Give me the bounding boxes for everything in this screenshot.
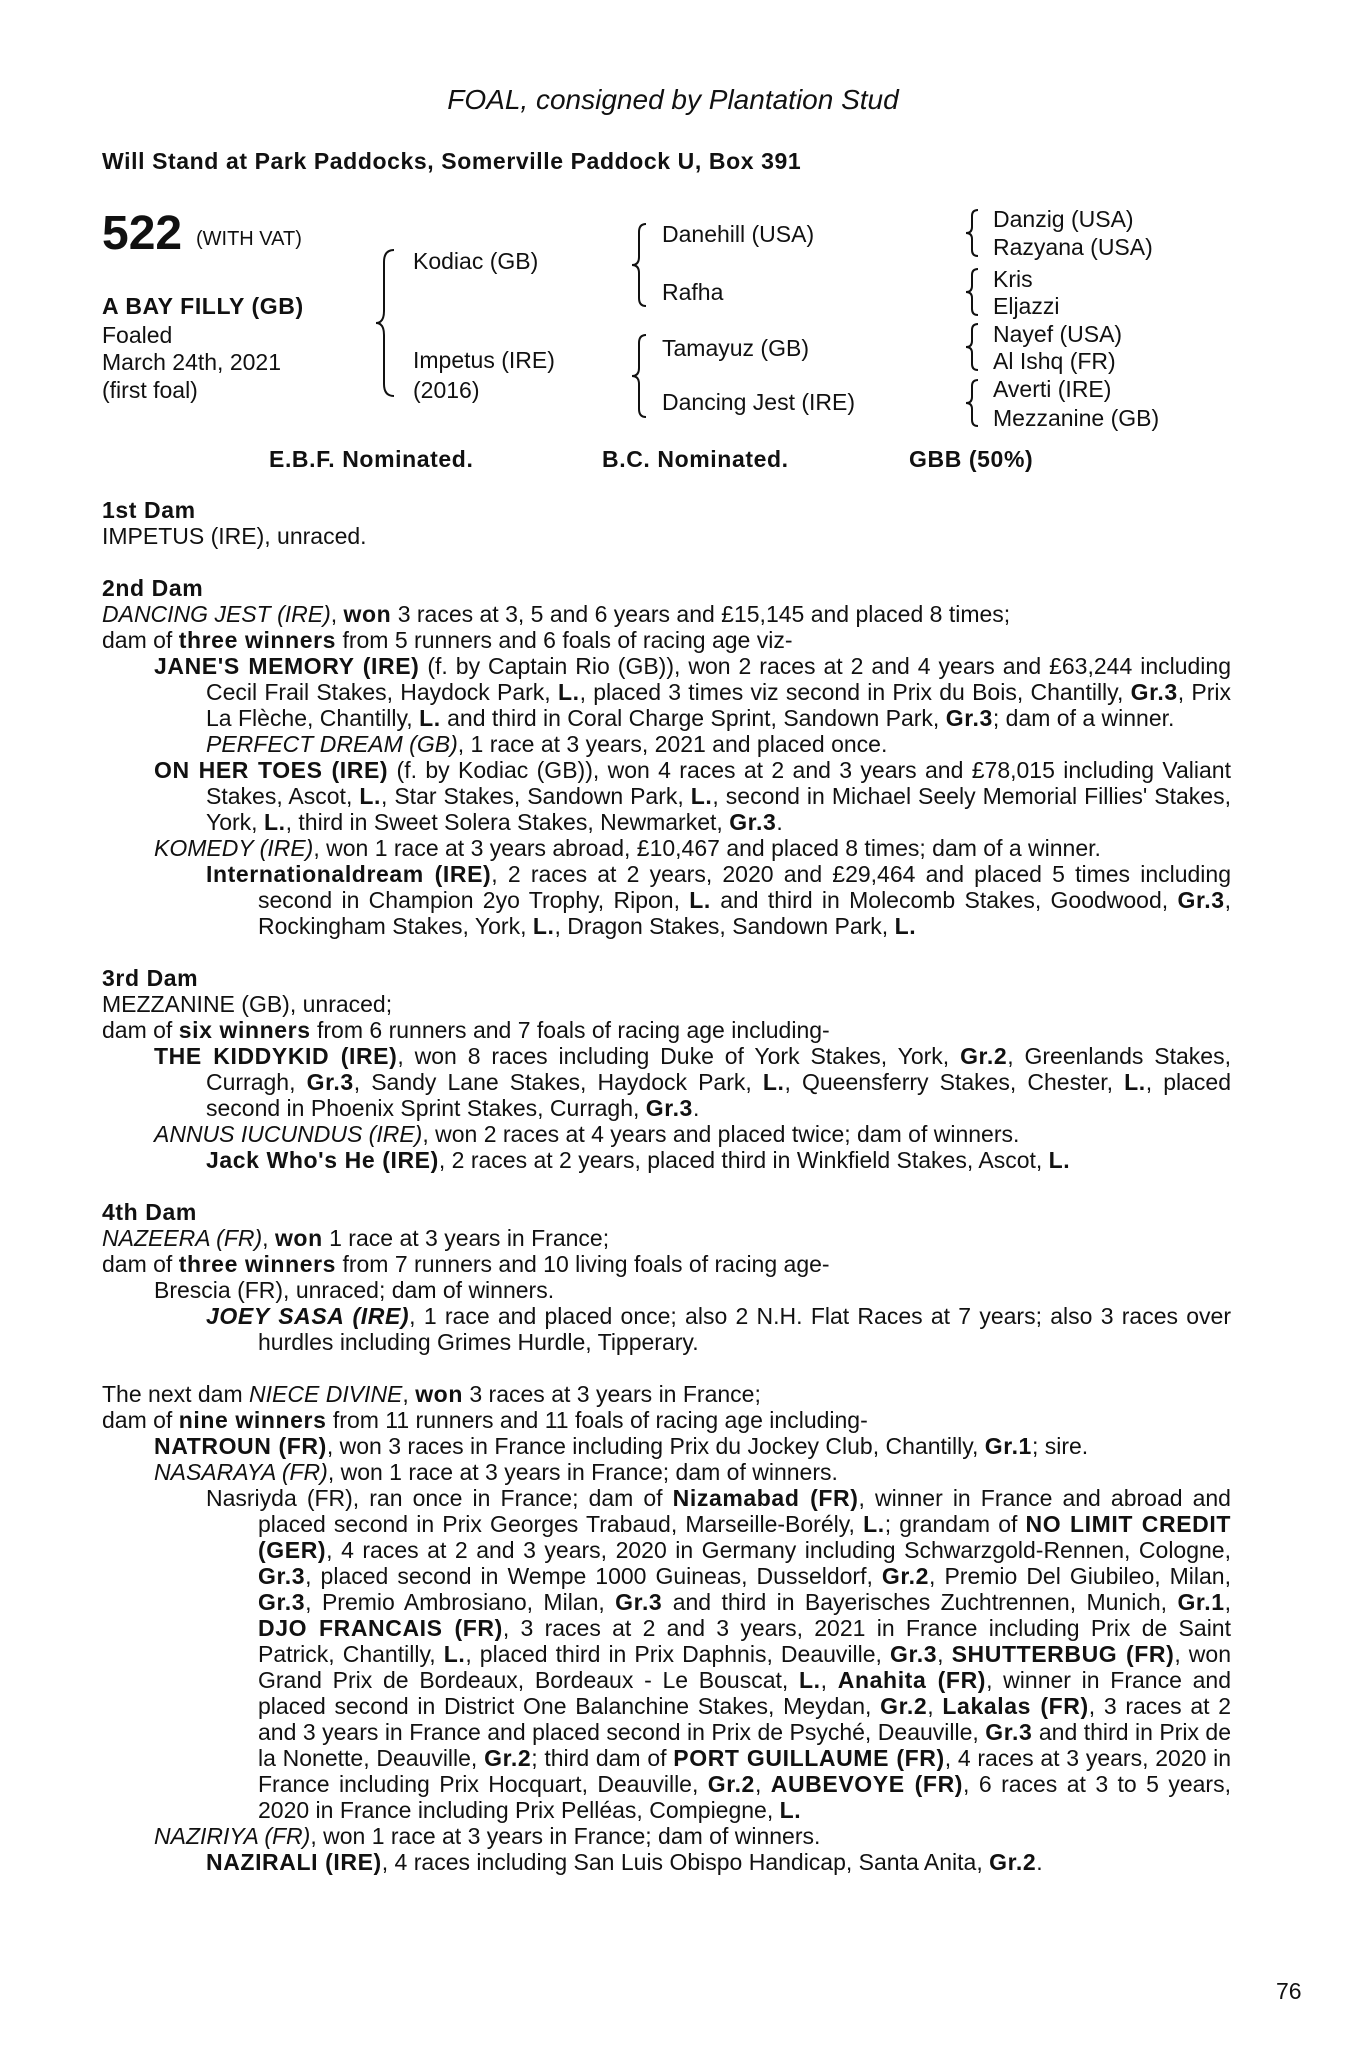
text-run: (f. by Kodiac (GB)), won 4 races at 2 and 3 years and £78,015 including Valiant Stakes, Ascot, [206, 757, 1231, 809]
emphasis-text: Gr.2 [989, 1849, 1037, 1875]
emphasis-text: Internationaldream (IRE) [206, 861, 492, 887]
text-run: , won 1 race at 3 years abroad, £10,467 and placed 8 times; dam of a winner. [313, 835, 1101, 861]
text-run: , 4 races including San Luis Obispo Handicap, Santa Anita, [381, 1849, 990, 1875]
text-run: , [262, 1225, 275, 1251]
emphasis-text: nine winners [178, 1407, 327, 1433]
pedigree-paragraph [102, 1147, 1231, 1173]
emphasis-text: DJO FRANCAIS (FR) [258, 1615, 503, 1641]
emphasis-text: NAZIRALI (IRE) [206, 1849, 382, 1875]
emphasis-text: KOMEDY (IRE) [154, 835, 314, 861]
emphasis-text: won [415, 1381, 463, 1407]
pedigree-paragraph [102, 1823, 1231, 1849]
text-run: 3 races at 3, 5 and 6 years and £15,145 and placed 8 times; [391, 601, 1011, 627]
text-run: , won Grand Prix de Bordeaux, Bordeaux - Le Bouscat, [258, 1641, 1231, 1693]
text-run: , [820, 1667, 838, 1693]
emphasis-text: Gr.3 [306, 1069, 354, 1095]
emphasis-text: NASARAYA (FR) [154, 1459, 328, 1485]
pedigree-paragraph [102, 757, 1231, 835]
emphasis-text: Gr.1 [984, 1433, 1032, 1459]
emphasis-text: won [343, 601, 392, 627]
emphasis-text: Lakalas (FR) [942, 1693, 1089, 1719]
horse-name: A BAY FILLY (GB) [102, 293, 304, 319]
emphasis-text: PORT GUILLAUME (FR) [673, 1745, 945, 1771]
pedigree-paragraph [102, 1303, 1231, 1355]
pedigree-paragraph [102, 731, 1231, 757]
emphasis-text: Gr.2 [880, 1693, 928, 1719]
emphasis-text: L. [359, 783, 381, 809]
text-run: , [330, 601, 344, 627]
text-run: , won 1 race at 3 years in France; dam of winners. [327, 1459, 838, 1485]
emphasis-text: Gr.2 [707, 1771, 755, 1797]
emphasis-text: PERFECT DREAM (GB) [206, 731, 458, 757]
text-run: ; third dam of [531, 1745, 674, 1771]
lot-number: 522 [102, 207, 183, 260]
emphasis-text: AUBEVOYE (FR) [770, 1771, 964, 1797]
emphasis-text: JANE'S MEMORY (IRE) [154, 653, 420, 679]
text-run: and third in Bayerisches Zuchtrennen, Munich, [662, 1589, 1178, 1615]
pedigree-sire-sire: Danehill (USA) [662, 221, 815, 247]
text-run: , [927, 1693, 943, 1719]
text-run: , Premio Del Giubileo, Milan, [929, 1563, 1231, 1589]
pedigree-paragraph [102, 861, 1231, 939]
pedigree-paragraph [102, 1485, 1231, 1823]
vat-note: (WITH VAT) [196, 228, 302, 250]
emphasis-text: L. [532, 913, 555, 939]
emphasis-text: ANNUS IUCUNDUS (IRE) [154, 1121, 423, 1147]
text-run: , [937, 1641, 952, 1667]
emphasis-text: Gr.3 [729, 809, 777, 835]
text-run: , won 1 race at 3 years in France; dam of winners. [310, 1823, 821, 1849]
emphasis-text: three winners [178, 1251, 337, 1277]
page-number: 76 [1276, 1978, 1302, 2004]
text-run: , 6 races at 3 to 5 years, 2020 in France including Prix Pelléas, Compiegne, [258, 1771, 1231, 1823]
text-run: , third in Sweet Solera Stakes, Newmarket, [285, 809, 730, 835]
text-run: , Dragon Stakes, Sandown Park, [554, 913, 895, 939]
text-run: , placed third in Prix Daphnis, Deauville, [465, 1641, 890, 1667]
emphasis-text: Nizamabad (FR) [672, 1485, 859, 1511]
pedigree-paragraph [102, 1121, 1231, 1147]
emphasis-text: Gr.2 [484, 1745, 532, 1771]
brace-icon [630, 222, 650, 308]
emphasis-text: NATROUN (FR) [154, 1433, 327, 1459]
section-heading [102, 575, 1231, 601]
emphasis-text: Gr.3 [945, 705, 993, 731]
brace-icon [964, 267, 982, 317]
emphasis-text: Gr.3 [258, 1589, 306, 1615]
section-heading [102, 1199, 1231, 1225]
emphasis-text: won [274, 1225, 323, 1251]
text-run: , [1224, 1589, 1231, 1615]
pedigree-paragraph [102, 1277, 1231, 1303]
foal-note: (first foal) [102, 377, 198, 403]
emphasis-text: L. [689, 887, 711, 913]
pedigree-dam-sire: Tamayuz (GB) [662, 335, 809, 361]
foaled-date: March 24th, 2021 [102, 349, 282, 375]
text-run: , 3 races at 2 and 3 years, 2021 in France including Prix de Saint Patrick, Chantilly, [258, 1615, 1231, 1667]
pedigree-gen3: Al Ishq (FR) [993, 348, 1116, 374]
text-run: , winner in France and placed second in District One Balanchine Stakes, Meydan, [258, 1667, 1231, 1719]
brace-icon [964, 378, 982, 428]
emphasis-text: Gr.3 [1130, 679, 1178, 705]
emphasis-text: L. [894, 913, 917, 939]
text-run: , Prix La Flèche, Chantilly, [206, 679, 1232, 731]
text-run: , won 2 races at 4 years and placed twice; dam of winners. [422, 1121, 1020, 1147]
emphasis-text: SHUTTERBUG (FR) [951, 1641, 1175, 1667]
foaled-label: Foaled [102, 322, 173, 348]
emphasis-text: JOEY SASA (IRE) [206, 1303, 410, 1329]
emphasis-text: L. [1048, 1147, 1071, 1173]
text-run: 3 races at 3 years in France; [462, 1381, 761, 1407]
text-run: , won 8 races including Duke of York Stakes, York, [397, 1043, 961, 1069]
emphasis-text: Gr.3 [985, 1719, 1033, 1745]
pedigree-paragraph [102, 1381, 1231, 1407]
pedigree-paragraph [102, 991, 1231, 1017]
text-run: . [1036, 1849, 1043, 1875]
text-run: , 1 race and placed once; also 2 N.H. Flat Races at 7 years; also 3 races over hurdles including Grimes Hurdle, Tipperary. [258, 1303, 1231, 1355]
text-run: Brescia (FR), unraced; dam of winners. [154, 1277, 555, 1303]
emphasis-text: Gr.3 [615, 1589, 663, 1615]
emphasis-text: L. [779, 1797, 802, 1823]
emphasis-text: NAZIRIYA (FR) [154, 1823, 311, 1849]
emphasis-text: L. [419, 705, 441, 731]
text-run: , 4 races at 3 years, 2020 in France including Prix Hocquart, Deauville, [258, 1745, 1232, 1797]
text-run: 3rd Dam [102, 965, 199, 991]
pedigree-paragraph [102, 1017, 1231, 1043]
emphasis-text: L. [1124, 1069, 1146, 1095]
emphasis-text: ON HER TOES (IRE) [154, 757, 389, 783]
emphasis-text: L. [263, 809, 286, 835]
emphasis-text: NAZEERA (FR) [102, 1225, 263, 1251]
text-run: 1st Dam [102, 497, 196, 523]
text-run: Nasriyda (FR), ran once in France; dam of [206, 1485, 673, 1511]
text-run: , [754, 1771, 771, 1797]
emphasis-text: NO LIMIT CREDIT (GER) [258, 1511, 1231, 1563]
text-run: . [692, 1095, 700, 1121]
text-run: , placed second in Phoenix Sprint Stakes, Curragh, [206, 1069, 1232, 1121]
emphasis-text: L. [690, 783, 713, 809]
bc-nomination: B.C. Nominated. [602, 446, 789, 472]
ebf-nomination: E.B.F. Nominated. [269, 446, 474, 472]
text-run: , [402, 1381, 416, 1407]
text-run: ; sire. [1031, 1433, 1089, 1459]
pedigree-gen3: Nayef (USA) [993, 321, 1123, 347]
pedigree-dam-year: (2016) [413, 377, 480, 403]
text-run: from 6 runners and 7 foals of racing age including- [310, 1017, 830, 1043]
emphasis-text: THE KIDDYKID (IRE) [154, 1043, 398, 1069]
text-run: from 7 runners and 10 living foals of racing age- [336, 1251, 830, 1277]
pedigree-paragraph [102, 1043, 1231, 1121]
pedigree-paragraph [102, 523, 1231, 549]
pedigree-gen3: Danzig (USA) [993, 206, 1134, 232]
page-title: FOAL, consigned by Plantation Stud [447, 84, 899, 115]
text-run: 4th Dam [102, 1199, 197, 1225]
text-run: , 3 races at 2 and 3 years in France and placed second in Prix de Psyché, Deauville, [258, 1693, 1232, 1745]
text-run: MEZZANINE (GB), unraced; [102, 991, 393, 1017]
pedigree-gen3: Mezzanine (GB) [993, 405, 1160, 431]
text-run: . [776, 809, 783, 835]
emphasis-text: Gr.3 [258, 1563, 306, 1589]
text-run: , Sandy Lane Stakes, Haydock Park, [353, 1069, 763, 1095]
emphasis-text: L. [443, 1641, 466, 1667]
text-run: , 2 races at 2 years, 2020 and £29,464 and placed 5 times including second in Champion 2yo Trophy, Ripon, [258, 861, 1232, 913]
emphasis-text: Anahita (FR) [837, 1667, 987, 1693]
emphasis-text: three winners [178, 627, 337, 653]
pedigree-sire: Kodiac (GB) [413, 248, 539, 274]
emphasis-text: Gr.3 [1177, 887, 1225, 913]
text-run: 1 race at 3 years in France; [322, 1225, 610, 1251]
text-run: , 1 race at 3 years, 2021 and placed once. [457, 731, 888, 757]
pedigree-paragraph [102, 1433, 1231, 1459]
text-run: and third in Coral Charge Sprint, Sandown Park, [440, 705, 946, 731]
text-run: ; dam of a winner. [992, 705, 1175, 731]
catalogue-page-body [102, 497, 1231, 1875]
emphasis-text: L. [762, 1069, 785, 1095]
pedigree-gen3: Razyana (USA) [993, 234, 1153, 260]
emphasis-text: NIECE DIVINE [249, 1381, 403, 1407]
text-run: dam of [102, 1407, 179, 1433]
pedigree-paragraph [102, 835, 1231, 861]
pedigree-paragraph [102, 653, 1231, 731]
text-run: from 5 runners and 6 foals of racing age viz- [336, 627, 793, 653]
pedigree-paragraph [102, 627, 1231, 653]
emphasis-text: Gr.3 [645, 1095, 693, 1121]
text-run: dam of [102, 627, 179, 653]
pedigree-gen3: Kris [993, 266, 1033, 292]
emphasis-text: Gr.2 [960, 1043, 1008, 1069]
pedigree-sire-dam: Rafha [662, 279, 724, 305]
brace-icon [630, 333, 650, 419]
pedigree-paragraph [102, 1459, 1231, 1485]
text-run: dam of [102, 1017, 179, 1043]
pedigree-paragraph [102, 1251, 1231, 1277]
text-run: from 11 runners and 11 foals of racing age including- [326, 1407, 868, 1433]
pedigree-paragraph [102, 1849, 1231, 1875]
pedigree-paragraph [102, 601, 1231, 627]
emphasis-text: Gr.1 [1177, 1589, 1225, 1615]
text-run: , placed second in Wempe 1000 Guineas, Dusseldorf, [305, 1563, 882, 1589]
emphasis-text: L. [799, 1667, 821, 1693]
text-run: , Greenlands Stakes, Curragh, [206, 1043, 1231, 1095]
text-run: IMPETUS (IRE), unraced. [102, 523, 367, 549]
text-run: and third in Prix de la Nonette, Deauville, [258, 1719, 1231, 1771]
gbb-status: GBB (50%) [909, 446, 1034, 472]
pedigree-gen3: Eljazzi [993, 293, 1060, 319]
emphasis-text: DANCING JEST (IRE) [102, 601, 331, 627]
text-run: , Star Stakes, Sandown Park, [380, 783, 691, 809]
pedigree-dam-dam: Dancing Jest (IRE) [662, 389, 856, 415]
text-run: , Premio Ambrosiano, Milan, [305, 1589, 616, 1615]
text-run: , placed 3 times viz second in Prix du Bois, Chantilly, [579, 679, 1131, 705]
brace-icon [964, 208, 982, 258]
pedigree-dam: Impetus (IRE) [413, 347, 555, 373]
text-run: , winner in France and abroad and placed second in Prix Georges Trabaud, Marseille-Borély, [258, 1485, 1231, 1537]
text-run: , Rockingham Stakes, York, [258, 887, 1232, 939]
emphasis-text: Gr.2 [881, 1563, 930, 1589]
text-run: , second in Michael Seely Memorial Fillies' Stakes, York, [206, 783, 1231, 835]
text-run: , 2 races at 2 years, placed third in Winkfield Stakes, Ascot, [438, 1147, 1049, 1173]
pedigree-paragraph [102, 1225, 1231, 1251]
text-run: , won 3 races in France including Prix du Jockey Club, Chantilly, [326, 1433, 985, 1459]
text-run: dam of [102, 1251, 179, 1277]
brace-icon [964, 322, 982, 372]
emphasis-text: L. [557, 679, 580, 705]
text-run: The next dam [102, 1381, 250, 1407]
section-heading [102, 497, 1231, 523]
text-run: , Queensferry Stakes, Chester, [784, 1069, 1125, 1095]
pedigree-gen3: Averti (IRE) [993, 376, 1112, 402]
text-run: 2nd Dam [102, 575, 204, 601]
emphasis-text: Gr.3 [889, 1641, 938, 1667]
emphasis-text: L. [863, 1511, 885, 1537]
text-run: ; grandam of [884, 1511, 1026, 1537]
brace-icon [374, 248, 398, 398]
stand-location: Will Stand at Park Paddocks, Somerville Paddock U, Box 391 [102, 148, 802, 174]
emphasis-text: Jack Who's He (IRE) [206, 1147, 439, 1173]
text-run: , 4 races at 2 and 3 years, 2020 in Germany including Schwarzgold-Rennen, Cologne, [326, 1537, 1231, 1563]
text-run: (f. by Captain Rio (GB)), won 2 races at 2 and 4 years and £63,244 including Cecil Frail Stakes, Haydock Park, [206, 653, 1231, 705]
pedigree-paragraph [102, 1407, 1231, 1433]
text-run: and third in Molecomb Stakes, Goodwood, [710, 887, 1178, 913]
emphasis-text: six winners [178, 1017, 311, 1043]
section-heading [102, 965, 1231, 991]
